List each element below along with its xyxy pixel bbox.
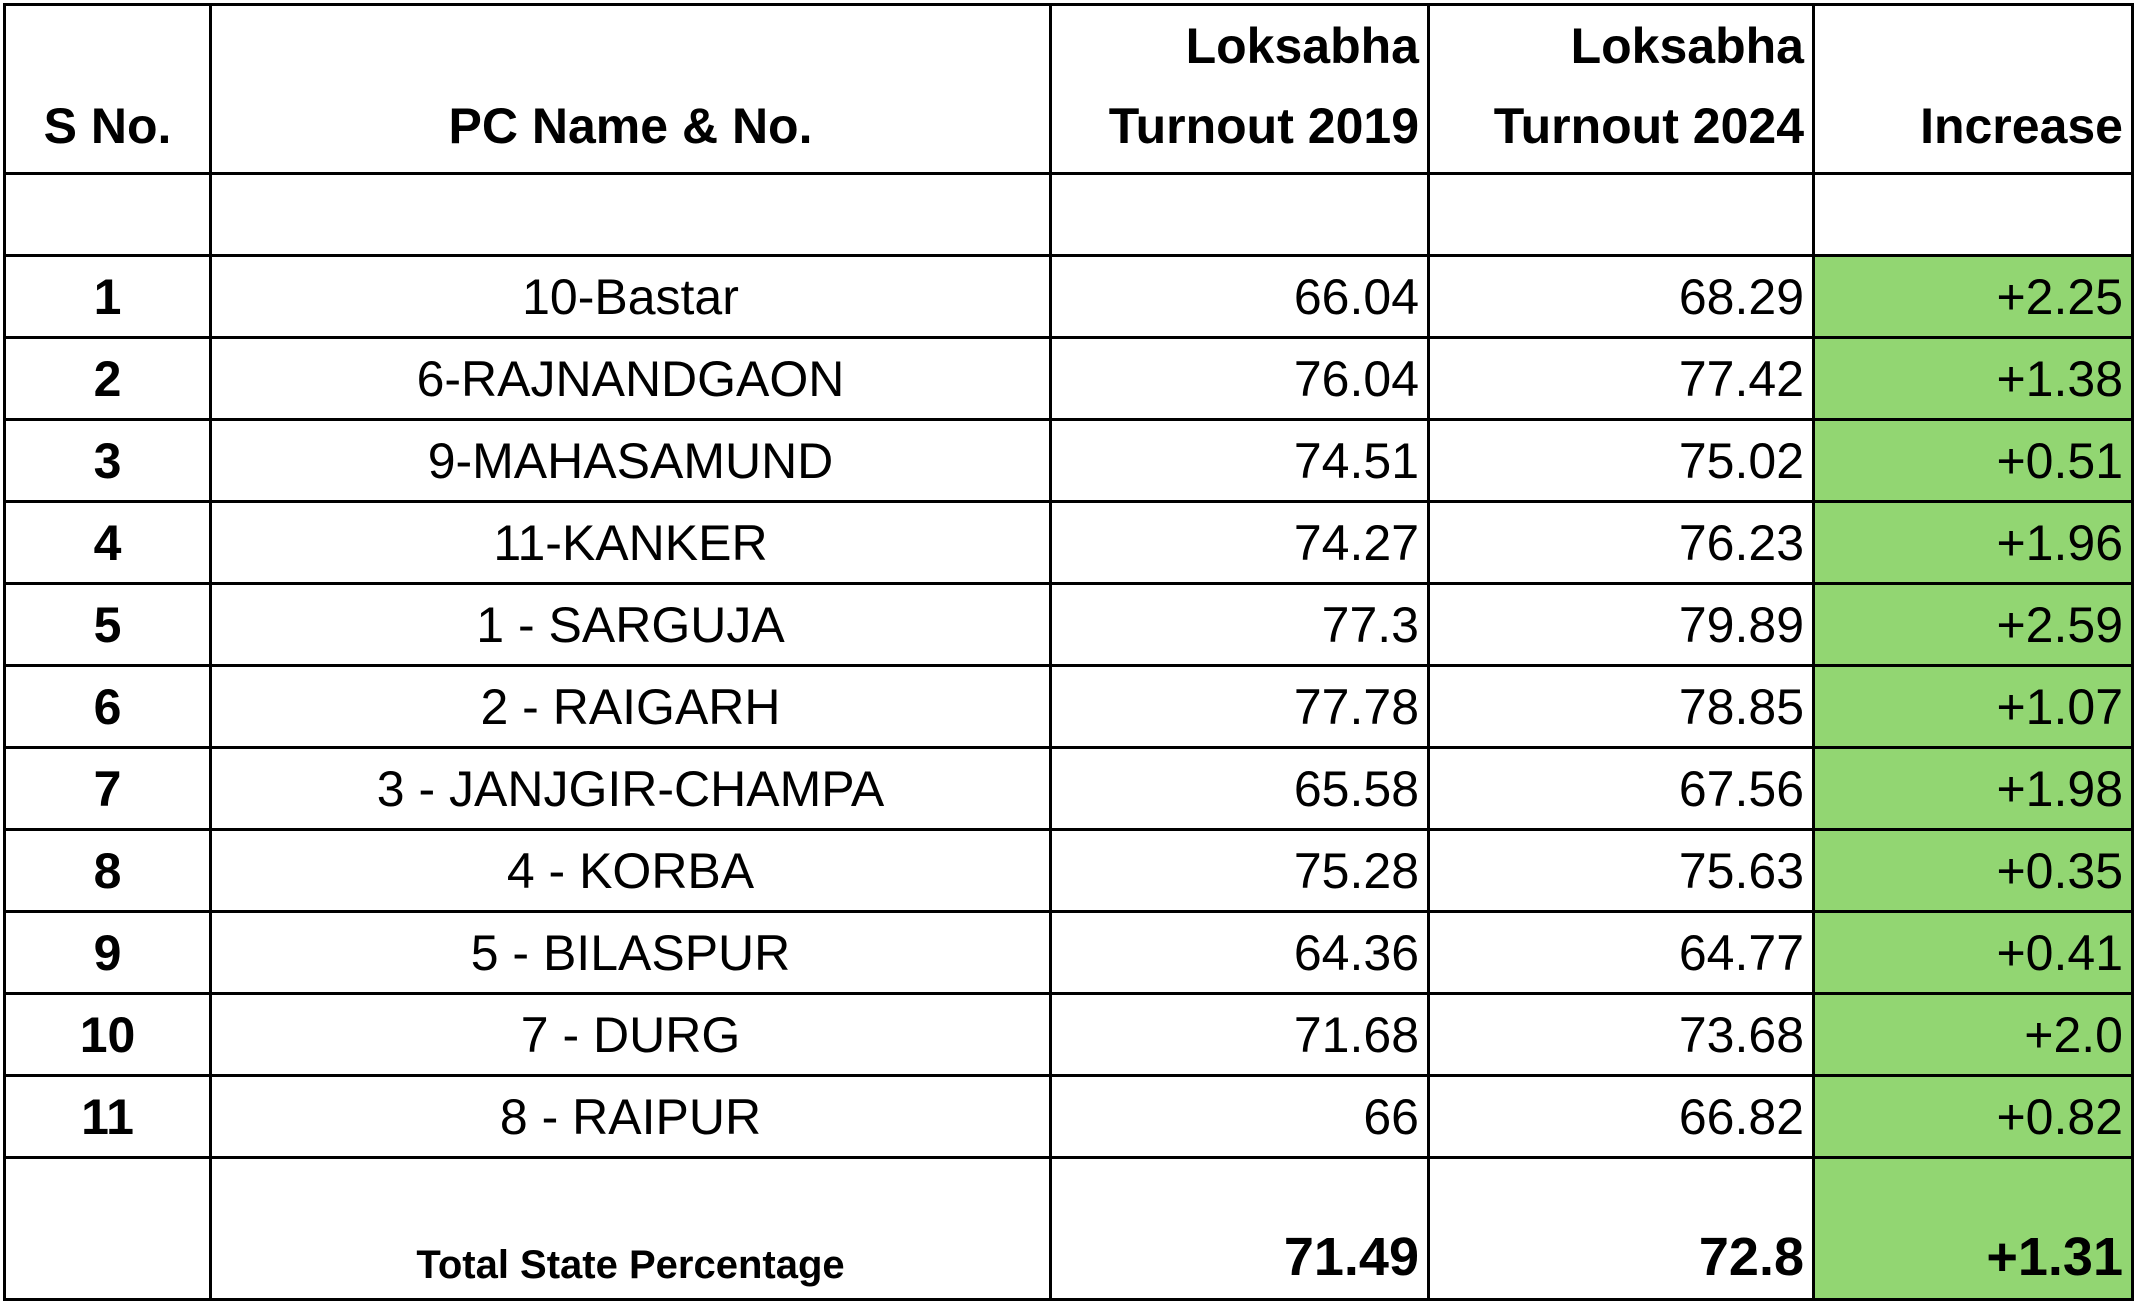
row-pc-name: 11-KANKER bbox=[211, 502, 1051, 584]
row-turnout-2019: 74.27 bbox=[1051, 502, 1429, 584]
row-increase: +2.59 bbox=[1814, 584, 2133, 666]
row-turnout-2024: 77.42 bbox=[1429, 338, 1814, 420]
row-pc-name: 6-RAJNANDGAON bbox=[211, 338, 1051, 420]
row-sno: 2 bbox=[5, 338, 211, 420]
row-increase: +2.25 bbox=[1814, 256, 2133, 338]
row-increase: +2.0 bbox=[1814, 994, 2133, 1076]
blank-cell bbox=[1429, 174, 1814, 256]
table-row bbox=[5, 420, 2133, 502]
table-row bbox=[5, 338, 2133, 420]
row-turnout-2024: 75.02 bbox=[1429, 420, 1814, 502]
header-pc-name: PC Name & No. bbox=[211, 5, 1051, 174]
row-turnout-2019: 76.04 bbox=[1051, 338, 1429, 420]
row-increase: +0.41 bbox=[1814, 912, 2133, 994]
row-turnout-2024: 78.85 bbox=[1429, 666, 1814, 748]
row-sno: 9 bbox=[5, 912, 211, 994]
total-row bbox=[5, 1158, 2133, 1300]
header-turnout-2024-line1: Loksabha bbox=[1570, 18, 1804, 74]
blank-cell bbox=[211, 174, 1051, 256]
header-increase: Increase bbox=[1814, 5, 2133, 174]
total-turnout-2024: 72.8 bbox=[1429, 1158, 1814, 1300]
row-increase: +0.51 bbox=[1814, 420, 2133, 502]
table-row bbox=[5, 994, 2133, 1076]
table-row bbox=[5, 748, 2133, 830]
table-row bbox=[5, 666, 2133, 748]
turnout-table bbox=[3, 3, 2134, 1301]
row-sno: 6 bbox=[5, 666, 211, 748]
table-row bbox=[5, 256, 2133, 338]
row-pc-name: 3 - JANJGIR-CHAMPA bbox=[211, 748, 1051, 830]
row-pc-name: 5 - BILASPUR bbox=[211, 912, 1051, 994]
row-turnout-2024: 68.29 bbox=[1429, 256, 1814, 338]
table-row bbox=[5, 502, 2133, 584]
row-pc-name: 10-Bastar bbox=[211, 256, 1051, 338]
row-pc-name: 7 - DURG bbox=[211, 994, 1051, 1076]
row-turnout-2024: 73.68 bbox=[1429, 994, 1814, 1076]
row-turnout-2024: 75.63 bbox=[1429, 830, 1814, 912]
total-label: Total State Percentage bbox=[211, 1158, 1051, 1300]
header-turnout-2024 bbox=[1429, 5, 1814, 174]
row-pc-name: 2 - RAIGARH bbox=[211, 666, 1051, 748]
row-turnout-2019: 65.58 bbox=[1051, 748, 1429, 830]
header-turnout-2019-line1: Loksabha bbox=[1185, 18, 1419, 74]
row-turnout-2024: 67.56 bbox=[1429, 748, 1814, 830]
row-sno: 4 bbox=[5, 502, 211, 584]
turnout-spreadsheet bbox=[3, 3, 2131, 1289]
header-turnout-2019-line2: Turnout 2019 bbox=[1108, 98, 1419, 154]
row-sno: 11 bbox=[5, 1076, 211, 1158]
row-increase: +0.35 bbox=[1814, 830, 2133, 912]
row-increase: +1.07 bbox=[1814, 666, 2133, 748]
total-sno-cell bbox=[5, 1158, 211, 1300]
row-pc-name: 9-MAHASAMUND bbox=[211, 420, 1051, 502]
row-increase: +0.82 bbox=[1814, 1076, 2133, 1158]
row-turnout-2024: 66.82 bbox=[1429, 1076, 1814, 1158]
row-sno: 5 bbox=[5, 584, 211, 666]
row-turnout-2019: 75.28 bbox=[1051, 830, 1429, 912]
total-increase: +1.31 bbox=[1814, 1158, 2133, 1300]
row-turnout-2019: 74.51 bbox=[1051, 420, 1429, 502]
row-turnout-2019: 66.04 bbox=[1051, 256, 1429, 338]
table-row bbox=[5, 830, 2133, 912]
row-turnout-2019: 77.78 bbox=[1051, 666, 1429, 748]
row-pc-name: 8 - RAIPUR bbox=[211, 1076, 1051, 1158]
header-row bbox=[5, 5, 2133, 174]
blank-cell bbox=[5, 174, 211, 256]
blank-cell bbox=[1814, 174, 2133, 256]
row-pc-name: 1 - SARGUJA bbox=[211, 584, 1051, 666]
row-turnout-2019: 71.68 bbox=[1051, 994, 1429, 1076]
row-increase: +1.38 bbox=[1814, 338, 2133, 420]
table-row bbox=[5, 912, 2133, 994]
header-sno: S No. bbox=[5, 5, 211, 174]
row-increase: +1.98 bbox=[1814, 748, 2133, 830]
row-turnout-2024: 64.77 bbox=[1429, 912, 1814, 994]
row-turnout-2019: 77.3 bbox=[1051, 584, 1429, 666]
header-turnout-2024-line2: Turnout 2024 bbox=[1493, 98, 1804, 154]
blank-cell bbox=[1051, 174, 1429, 256]
table-row bbox=[5, 584, 2133, 666]
row-turnout-2019: 66 bbox=[1051, 1076, 1429, 1158]
header-turnout-2019 bbox=[1051, 5, 1429, 174]
blank-row bbox=[5, 174, 2133, 256]
row-turnout-2024: 76.23 bbox=[1429, 502, 1814, 584]
row-sno: 8 bbox=[5, 830, 211, 912]
row-turnout-2019: 64.36 bbox=[1051, 912, 1429, 994]
row-sno: 7 bbox=[5, 748, 211, 830]
table-row bbox=[5, 1076, 2133, 1158]
row-turnout-2024: 79.89 bbox=[1429, 584, 1814, 666]
row-sno: 1 bbox=[5, 256, 211, 338]
total-turnout-2019: 71.49 bbox=[1051, 1158, 1429, 1300]
row-sno: 3 bbox=[5, 420, 211, 502]
row-sno: 10 bbox=[5, 994, 211, 1076]
row-increase: +1.96 bbox=[1814, 502, 2133, 584]
row-pc-name: 4 - KORBA bbox=[211, 830, 1051, 912]
